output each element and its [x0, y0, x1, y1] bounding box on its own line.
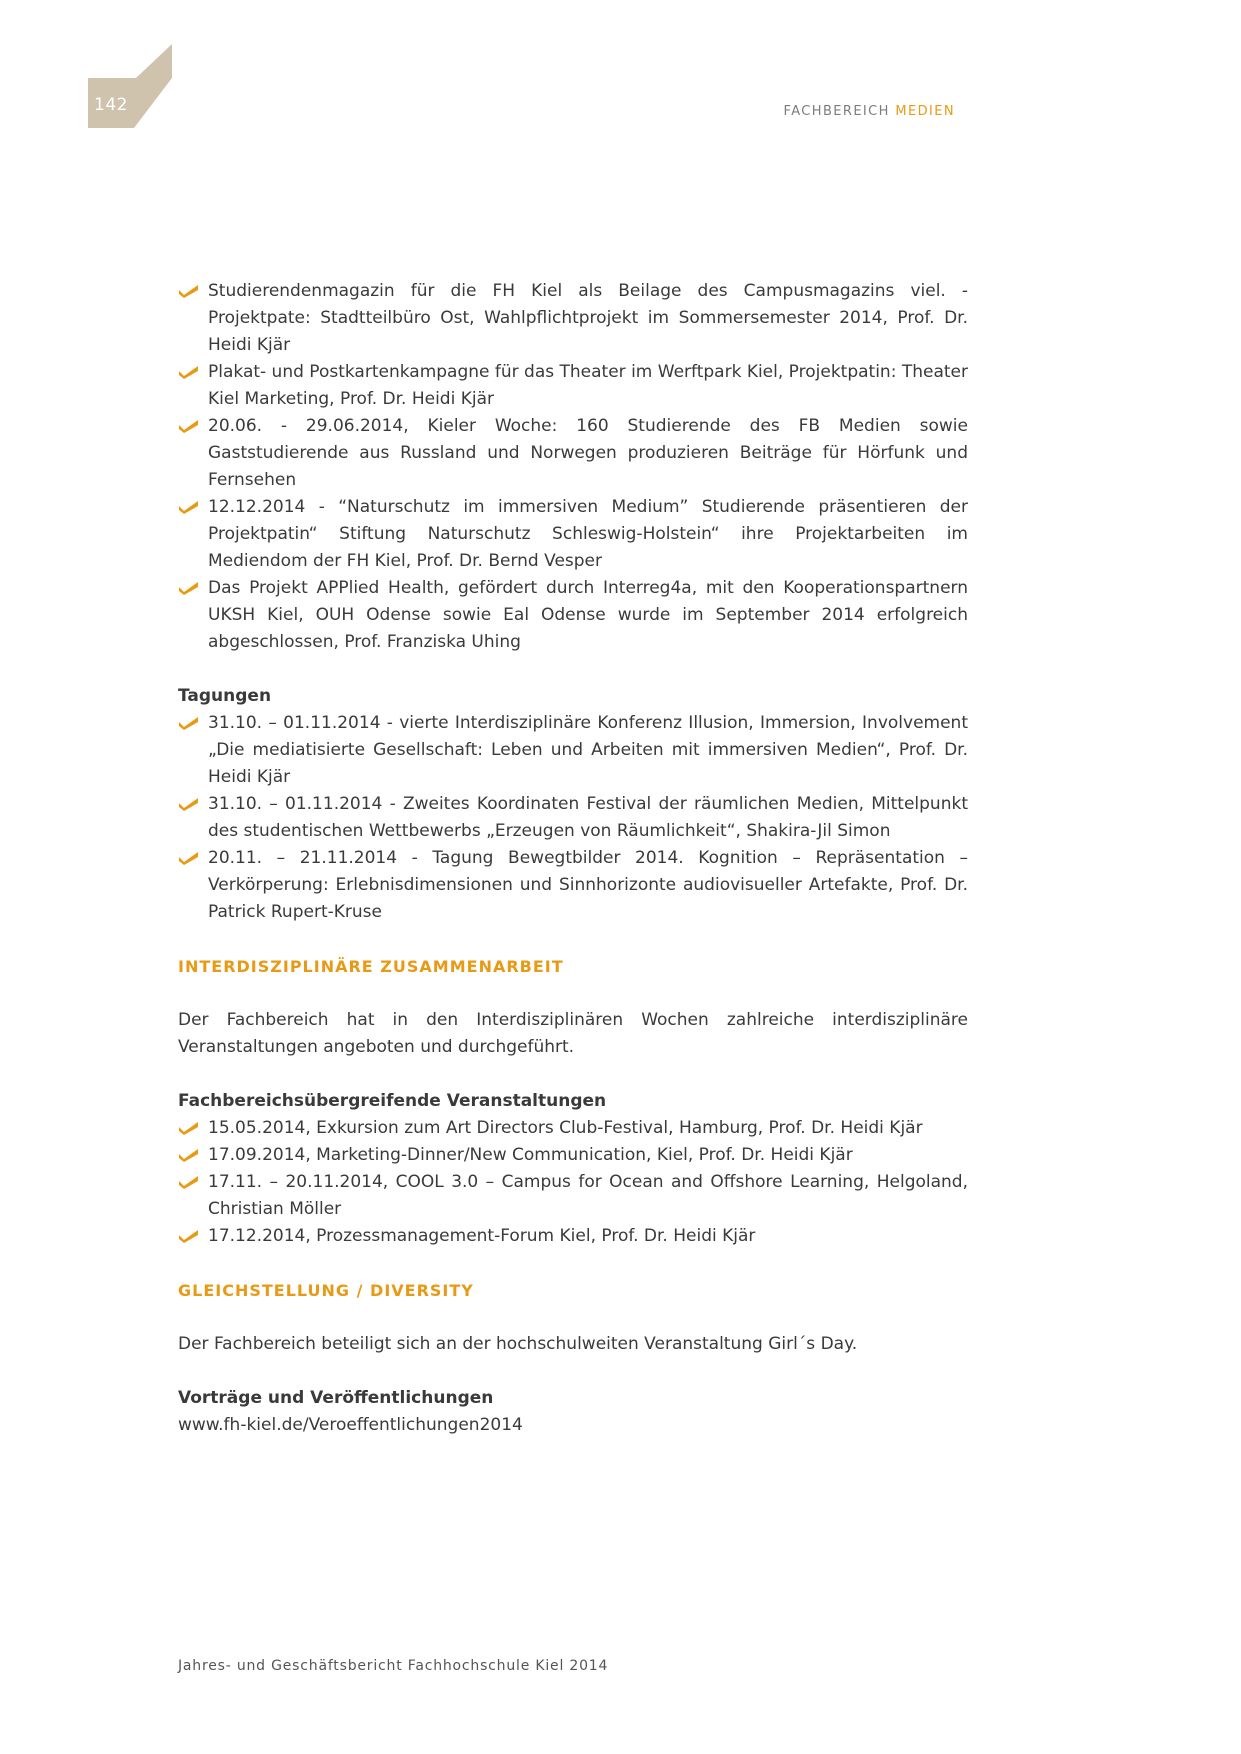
gleichstellung-heading: GLEICHSTELLUNG / DIVERSITY	[178, 1281, 474, 1300]
check-bullet-icon	[178, 364, 200, 380]
check-bullet-icon	[178, 499, 200, 515]
page-number-badge	[88, 44, 172, 128]
list-item: 17.12.2014, Prozessmanagement-Forum Kiel, Prof. Dr. Heidi Kjär	[178, 1223, 968, 1250]
interdisziplinaer-heading: INTERDISZIPLINÄRE ZUSAMMENARBEIT	[178, 957, 564, 976]
list-item: Studierendenmagazin für die FH Kiel als Beilage des Campusmagazins viel. - Projektpate: Stadtteilbüro Ost, Wahlpflichtprojekt im Sommersemester 2014, Prof. Dr. Heidi Kjär	[178, 278, 968, 359]
check-bullet-icon	[178, 283, 200, 299]
list-item: 12.12.2014 - “Naturschutz im immersiven Medium” Studierende präsentieren der Projektpatin“ Stiftung Naturschutz Schleswig-Holstein“ ihre Projektarbeiten im Mediendom der FH Kiel, Prof. Dr. Bernd Vesper	[178, 494, 968, 575]
check-bullet-icon	[178, 418, 200, 434]
tagungen-heading: Tagungen	[178, 686, 272, 706]
main-content	[178, 278, 968, 1439]
list-item: 15.05.2014, Exkursion zum Art Directors Club-Festival, Hamburg, Prof. Dr. Heidi Kjär	[178, 1115, 968, 1142]
check-bullet-icon	[178, 1147, 200, 1163]
list-item: 20.06. - 29.06.2014, Kieler Woche: 160 Studierende des FB Medien sowie Gaststudierende aus Russland und Norwegen produzieren Beiträge für Hörfunk und Fernsehen	[178, 413, 968, 494]
page-header	[784, 104, 955, 119]
list-item: 20.11. – 21.11.2014 - Tagung Bewegtbilder 2014. Kognition – Repräsentation – Verkörperung: Erlebnisdimensionen und Sinnhorizonte audiovisueller Artefakte, Prof. Dr. Patrick Rupert-Kruse	[178, 845, 968, 926]
page-number: 142	[94, 95, 128, 115]
veranstaltungen-list	[178, 1115, 968, 1250]
list-item: 17.09.2014, Marketing-Dinner/New Communication, Kiel, Prof. Dr. Heidi Kjär	[178, 1142, 968, 1169]
check-bullet-icon	[178, 715, 200, 731]
gleichstellung-text: Der Fachbereich beteiligt sich an der hochschulweiten Veranstaltung Girl´s Day.	[178, 1334, 858, 1354]
header-prefix: FACHBEREICH	[783, 104, 890, 119]
veranstaltungen-heading: Fachbereichsübergreifende Veranstaltungen	[178, 1091, 607, 1111]
tagungen-list	[178, 710, 968, 926]
list-item: 17.11. – 20.11.2014, COOL 3.0 – Campus for Ocean and Offshore Learning, Helgoland, Christian Möller	[178, 1169, 968, 1223]
check-bullet-icon	[178, 1228, 200, 1244]
list-item: 31.10. – 01.11.2014 - Zweites Koordinaten Festival der räumlichen Medien, Mittelpunkt des studentischen Wettbewerbs „Erzeugen von Räumlichkeit“, Shakira-Jil Simon	[178, 791, 968, 845]
check-bullet-icon	[178, 1120, 200, 1136]
list-item: Plakat- und Postkartenkampagne für das Theater im Werftpark Kiel, Projektpatin: Theater Kiel Marketing, Prof. Dr. Heidi Kjär	[178, 359, 968, 413]
list-item: Das Projekt APPlied Health, gefördert durch Interreg4a, mit den Kooperationspartnern UKSH Kiel, OUH Odense sowie Eal Odense wurde im September 2014 erfolgreich abgeschlossen, Prof. Franziska Uhing	[178, 575, 968, 656]
projects-list	[178, 278, 968, 656]
vortraege-link[interactable]: www.fh-kiel.de/Veroeffentlichungen2014	[178, 1415, 523, 1435]
check-bullet-icon	[178, 1174, 200, 1190]
check-bullet-icon	[178, 580, 200, 596]
check-bullet-icon	[178, 796, 200, 812]
header-accent: MEDIEN	[895, 104, 955, 119]
list-item: 31.10. – 01.11.2014 - vierte Interdisziplinäre Konferenz Illusion, Immersion, Involvement „Die mediatisierte Gesellschaft: Leben und Arbeiten mit immersiven Medien“, Prof. Dr. Heidi Kjär	[178, 710, 968, 791]
vortraege-heading: Vorträge und Veröffentlichungen	[178, 1388, 494, 1408]
page-footer: Jahres- und Geschäftsbericht Fachhochschule Kiel 2014	[178, 1658, 609, 1674]
interdisziplinaer-text: Der Fachbereich hat in den Interdisziplinären Wochen zahlreiche interdisziplinäre Veranstaltungen angeboten und durchgeführt.	[178, 1010, 968, 1057]
check-bullet-icon	[178, 850, 200, 866]
